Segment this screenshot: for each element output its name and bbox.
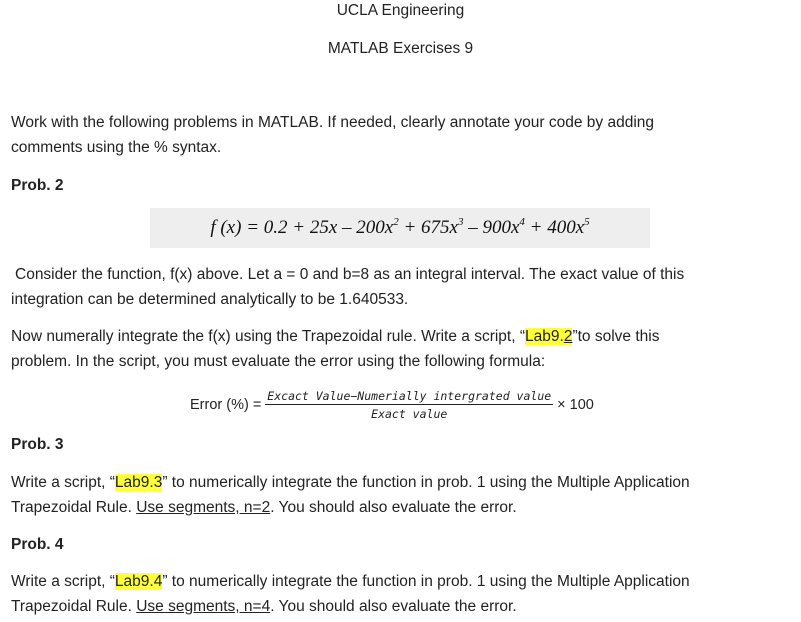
prob2-heading: Prob. 2 bbox=[11, 177, 64, 194]
institution-heading: UCLA Engineering bbox=[336, 2, 465, 19]
prob2-para2-text-b: ”to solve this bbox=[572, 328, 660, 345]
intro-line-2: comments using the % syntax. bbox=[11, 139, 222, 156]
function-equation bbox=[150, 208, 650, 248]
script-name-lab9-4: Lab9.4 bbox=[114, 573, 163, 590]
prob4-line-2 bbox=[11, 594, 517, 619]
prob2-para2-line-1 bbox=[11, 324, 659, 349]
prob4-text-d: . You should also evaluate the error. bbox=[270, 598, 517, 615]
prob2-para2-line-2: problem. In the script, you must evaluate the error using the following formula: bbox=[11, 353, 546, 370]
page-title: MATLAB Exercises 9 bbox=[327, 40, 474, 57]
eq-exp-2: 2 bbox=[393, 216, 399, 228]
prob4-heading: Prob. 4 bbox=[11, 536, 64, 553]
prob3-text-a: Write a script, “ bbox=[11, 474, 115, 491]
eq-term-3: + 675x bbox=[398, 217, 458, 238]
prob4-line-1 bbox=[11, 569, 690, 594]
prob3-heading: Prob. 3 bbox=[11, 436, 64, 453]
intro-line-1: Work with the following problems in MATLAB. If needed, clearly annotate your code by adding bbox=[11, 114, 655, 131]
error-multiplier: × 100 bbox=[557, 397, 594, 413]
error-formula bbox=[190, 385, 594, 425]
prob3-text-d: . You should also evaluate the error. bbox=[270, 499, 517, 516]
script-name-lab9-2-b: 2 bbox=[563, 328, 573, 345]
error-fraction bbox=[265, 389, 553, 421]
script-name-lab9-3: Lab9.3 bbox=[114, 474, 163, 491]
prob3-line-2 bbox=[11, 495, 517, 520]
error-denominator: Exact value bbox=[371, 407, 448, 421]
prob4-text-a: Write a script, “ bbox=[11, 573, 115, 590]
prob3-segments: Use segments, n=2 bbox=[136, 499, 271, 516]
eq-exp-5: 5 bbox=[584, 216, 590, 228]
error-label: Error (%) = bbox=[190, 397, 262, 413]
prob3-text-c: Trapezoidal Rule. bbox=[11, 499, 137, 516]
error-numerator: Excact Value−Numerially intergrated value bbox=[267, 389, 552, 403]
prob4-text-b: ” to numerically integrate the function in prob. 1 using the Multiple Application bbox=[162, 573, 690, 590]
prob3-line-1 bbox=[11, 470, 690, 495]
prob4-segments: Use segments, n=4 bbox=[136, 598, 271, 615]
eq-term-5: + 400x bbox=[524, 217, 585, 238]
script-name-lab9-2 bbox=[525, 328, 572, 345]
prob3-text-b: ” to numerically integrate the function in prob. 1 using the Multiple Application bbox=[162, 474, 690, 491]
script-name-lab9-2-a: Lab9. bbox=[525, 328, 564, 345]
prob4-text-c: Trapezoidal Rule. bbox=[11, 598, 137, 615]
prob2-para1-line-2: integration can be determined analytically to be 1.640533. bbox=[11, 291, 409, 308]
prob2-para2-text-a: Now numerally integrate the f(x) using the Trapezoidal rule. Write a script, “ bbox=[11, 328, 526, 345]
eq-exp-3: 3 bbox=[457, 216, 464, 228]
eq-exp-4: 4 bbox=[519, 216, 525, 228]
eq-term-1: f (x) = 0.2 + 25x – 200x bbox=[210, 217, 394, 238]
eq-term-4: – 900x bbox=[463, 217, 520, 238]
prob2-para1-line-1: Consider the function, f(x) above. Let a = 0 and b=8 as an integral interval. The exact value of this bbox=[15, 266, 685, 283]
